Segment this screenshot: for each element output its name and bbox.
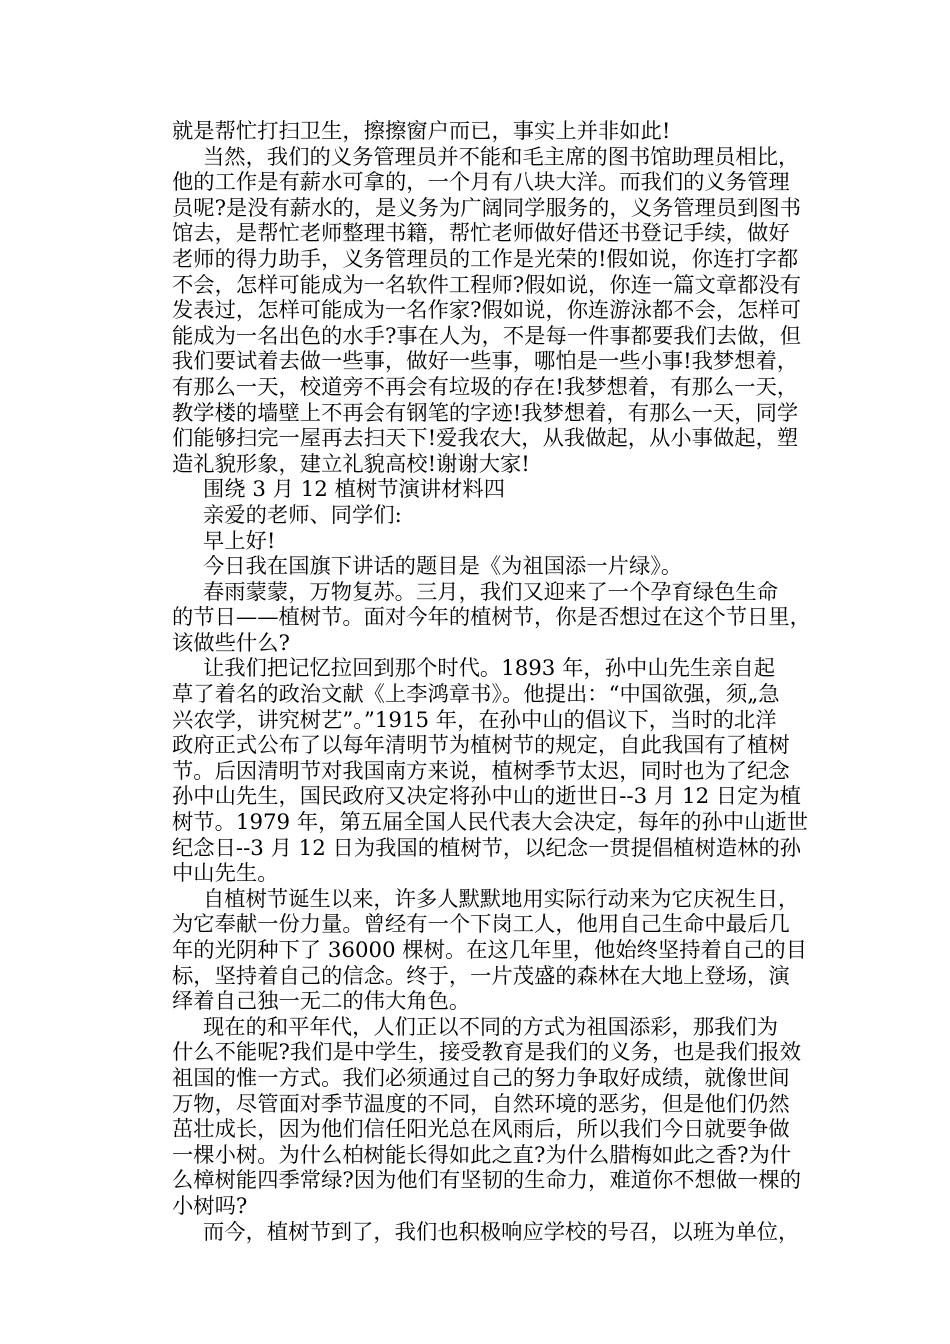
text-line: 纪念日--3 月 12 日为我国的植树节，以纪念一贯提倡植树造林的孙 — [172, 835, 802, 861]
text-line: 兴农学，讲究树艺”。”1915 年，在孙中山的倡议下，当时的北洋 — [172, 707, 777, 733]
document-page — [172, 119, 820, 1245]
text-line: 让我们把记忆拉回到那个时代。1893 年，孙中山先生亲自起 — [203, 656, 776, 682]
text-line: 万物，尽管面对季节温度的不同，自然环境的恶劣，但是他们仍然 — [172, 1091, 790, 1117]
text-line: 们能够扫完一屋再去扫天下!爱我农大，从我做起，从小事做起，塑 — [172, 426, 799, 452]
text-line: 中山先生。 — [172, 861, 279, 887]
text-line: 的节日——植树节。面对今年的植树节，你是否想过在这个节日里， — [172, 605, 811, 631]
text-line: 春雨蒙蒙，万物复苏。三月，我们又迎来了一个孕育绿色生命 — [203, 579, 779, 605]
text-line: 标，坚持着自己的信念。终于，一片茂盛的森林在大地上登场，演 — [172, 963, 790, 989]
text-line: 而今，植树节到了，我们也积极响应学校的号召，以班为单位， — [203, 1219, 800, 1245]
text-line: 老师的得力助手，义务管理员的工作是光荣的!假如说，你连打字都 — [172, 246, 799, 272]
text-line: 亲爱的老师、同学们: — [203, 502, 402, 528]
text-line: 馆去，是帮忙老师整理书籍，帮忙老师做好借还书登记手续，做好 — [172, 221, 790, 247]
text-line: 不会，怎样可能成为一名软件工程师?假如说，你连一篇文章都没有 — [172, 272, 802, 298]
text-line: 绎着自己独一无二的伟大角色。 — [172, 989, 471, 1015]
text-line: 现在的和平年代，人们正以不同的方式为祖国添彩，那我们为 — [203, 1014, 779, 1040]
text-line: 有那么一天，校道旁不再会有垃圾的存在!我梦想着，有那么一天， — [172, 374, 799, 400]
text-line: 能成为一名出色的水手?事在人为，不是每一件事都要我们去做，但 — [172, 323, 802, 349]
text-line: 么樟树能四季常绿?因为他们有坚韧的生命力，难道你不想做一棵的 — [172, 1168, 802, 1194]
text-line: 为它奉献一份力量。曾经有一个下岗工人，他用自己生命中最后几 — [172, 912, 790, 938]
text-line: 自植树节诞生以来，许多人默默地用实际行动来为它庆祝生日， — [203, 886, 800, 912]
text-line: 什么不能呢?我们是中学生，接受教育是我们的义务，也是我们报效 — [172, 1040, 802, 1066]
text-line: 他的工作是有薪水可拿的，一个月有八块大洋。而我们的义务管理 — [172, 170, 790, 196]
text-line: 祖国的惟一方式。我们必须通过自己的努力争取好成绩，就像世间 — [172, 1065, 790, 1091]
text-line: 围绕 3 月 12 植树节演讲材料四 — [203, 477, 505, 503]
text-line: 当然，我们的义务管理员并不能和毛主席的图书馆助理员相比， — [203, 144, 800, 170]
text-line: 节。后因清明节对我国南方来说，植树季节太迟，同时也为了纪念 — [172, 758, 790, 784]
text-line: 我们要试着去做一些事，做好一些事，哪怕是一些小事!我梦想着， — [172, 349, 799, 375]
text-line: 小树吗? — [172, 1193, 248, 1219]
text-line: 发表过，怎样可能成为一名作家?假如说，你连游泳都不会，怎样可 — [172, 298, 802, 324]
text-line: 造礼貌形象，建立礼貌高校!谢谢大家! — [172, 451, 530, 477]
text-line: 就是帮忙打扫卫生，擦擦窗户而已，事实上并非如此! — [172, 119, 671, 144]
text-line: 树节。1979 年，第五届全国人民代表大会决定，每年的孙中山逝世 — [172, 810, 808, 836]
text-line: 教学楼的墙壁上不再会有钢笔的字迹!我梦想着，有那么一天，同学 — [172, 400, 799, 426]
text-line: 茁壮成长，因为他们信任阳光总在风雨后，所以我们今日就要争做 — [172, 1117, 790, 1143]
text-line: 早上好! — [203, 528, 276, 554]
text-line: 该做些什么? — [172, 630, 290, 656]
text-line: 孙中山先生，国民政府又决定将孙中山的逝世日--3 月 12 日定为植 — [172, 784, 802, 810]
text-line: 一棵小树。为什么柏树能长得如此之直?为什么腊梅如此之香?为什 — [172, 1142, 792, 1168]
text-line: 草了着名的政治文献《上李鸿章书》。他提出：“中国欲强，须„急 — [172, 682, 780, 708]
text-line: 政府正式公布了以每年清明节为植树节的规定，自此我国有了植树 — [172, 733, 790, 759]
text-line: 年的光阴种下了 36000 棵树。在这几年里，他始终坚持着自己的目 — [172, 938, 808, 963]
text-line: 今日我在国旗下讲话的题目是《为祖国添一片绿》。 — [203, 554, 683, 580]
text-line: 员呢?是没有薪水的，是义务为广阔同学服务的，义务管理员到图书 — [172, 195, 802, 221]
